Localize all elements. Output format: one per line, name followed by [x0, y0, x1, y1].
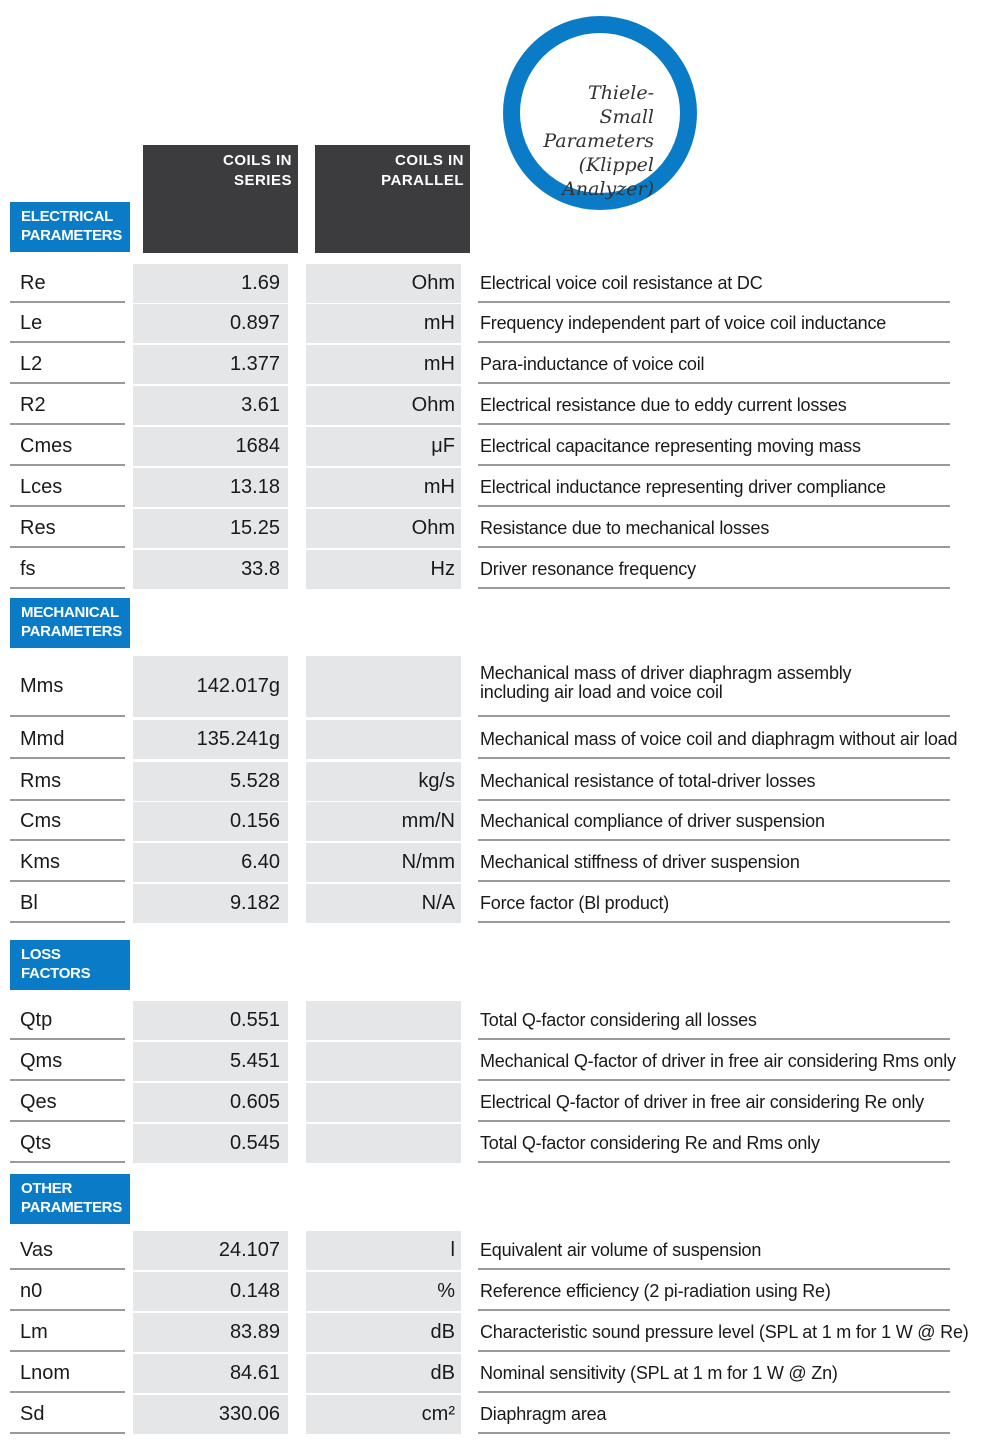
series-value: 0.148	[133, 1272, 288, 1311]
parameter-symbol: Lces	[10, 468, 125, 507]
parameter-symbol: Mmd	[10, 720, 125, 759]
parameter-description: Para-inductance of voice coil	[478, 345, 950, 384]
parameter-description: Reference efficiency (2 pi-radiation using Re)	[478, 1272, 950, 1311]
unit: dB	[306, 1313, 461, 1352]
parameter-description: Electrical Q-factor of driver in free air considering Re only	[478, 1083, 950, 1122]
table-row	[10, 1272, 960, 1311]
parameter-symbol: R2	[10, 386, 125, 425]
table-row	[10, 1124, 960, 1163]
series-value: 135.241g	[133, 720, 288, 759]
unit	[306, 1001, 461, 1040]
parameter-description: Characteristic sound pressure level (SPL at 1 m for 1 W @ Re)	[478, 1313, 950, 1352]
series-value: 1684	[133, 427, 288, 466]
unit: Ohm	[306, 386, 461, 425]
section-title: ELECTRICAL PARAMETERS	[10, 202, 130, 252]
thiele-small-badge	[503, 16, 697, 210]
section-title: LOSS FACTORS	[10, 940, 130, 990]
table-row	[10, 656, 960, 717]
parameter-description: Electrical voice coil resistance at DC	[478, 264, 950, 303]
badge-text: Thiele- Small Parameters (Klippel Analyzer)	[543, 82, 654, 200]
parameter-symbol: Mms	[10, 656, 125, 717]
unit: mH	[306, 304, 461, 343]
parameter-description: Resistance due to mechanical losses	[478, 509, 950, 548]
parameter-symbol: Sd	[10, 1395, 125, 1434]
section-title: MECHANICAL PARAMETERS	[10, 598, 130, 648]
parameter-symbol: Le	[10, 304, 125, 343]
table-row	[10, 264, 960, 303]
parameter-description: Frequency independent part of voice coil inductance	[478, 304, 950, 343]
parameter-symbol: Lm	[10, 1313, 125, 1352]
series-value: 1.69	[133, 264, 288, 303]
table-row	[10, 1231, 960, 1270]
table-row	[10, 720, 960, 759]
parameter-symbol: Qms	[10, 1042, 125, 1081]
column-header-parallel: COILS IN PARALLEL	[315, 145, 470, 253]
series-value: 83.89	[133, 1313, 288, 1352]
table-row	[10, 304, 960, 343]
parameter-symbol: Qts	[10, 1124, 125, 1163]
parameter-description: Mechanical Q-factor of driver in free air considering Rms only	[478, 1042, 950, 1081]
unit	[306, 1124, 461, 1163]
unit: μF	[306, 427, 461, 466]
parameter-description: Mechanical mass of driver diaphragm assembly including air load and voice coil	[478, 656, 950, 717]
series-value: 15.25	[133, 509, 288, 548]
unit	[306, 1042, 461, 1081]
series-value: 0.551	[133, 1001, 288, 1040]
table-row	[10, 1083, 960, 1122]
unit: mH	[306, 345, 461, 384]
parameter-description: Total Q-factor considering all losses	[478, 1001, 950, 1040]
series-value: 84.61	[133, 1354, 288, 1393]
parameter-symbol: Res	[10, 509, 125, 548]
parameter-symbol: Vas	[10, 1231, 125, 1270]
parameter-description: Mechanical resistance of total-driver losses	[478, 762, 950, 801]
series-value: 3.61	[133, 386, 288, 425]
parameter-symbol: Rms	[10, 762, 125, 801]
table-row	[10, 1001, 960, 1040]
parameter-description: Driver resonance frequency	[478, 550, 950, 589]
table-row	[10, 884, 960, 923]
table-row	[10, 1042, 960, 1081]
series-value: 6.40	[133, 843, 288, 882]
table-row	[10, 345, 960, 384]
unit: Hz	[306, 550, 461, 589]
parameter-symbol: Qes	[10, 1083, 125, 1122]
unit	[306, 720, 461, 759]
section-title: OTHER PARAMETERS	[10, 1174, 130, 1224]
series-value: 330.06	[133, 1395, 288, 1434]
table-row	[10, 1354, 960, 1393]
parameter-symbol: L2	[10, 345, 125, 384]
unit: dB	[306, 1354, 461, 1393]
column-header-series: COILS IN SERIES	[143, 145, 298, 253]
unit: N/A	[306, 884, 461, 923]
parameter-description: Nominal sensitivity (SPL at 1 m for 1 W @ Zn)	[478, 1354, 950, 1393]
table-row	[10, 386, 960, 425]
series-value: 5.528	[133, 762, 288, 801]
series-value: 1.377	[133, 345, 288, 384]
unit: l	[306, 1231, 461, 1270]
unit: %	[306, 1272, 461, 1311]
table-row	[10, 843, 960, 882]
parameter-symbol: Bl	[10, 884, 125, 923]
unit: Ohm	[306, 509, 461, 548]
parameter-symbol: Qtp	[10, 1001, 125, 1040]
parameter-description: Total Q-factor considering Re and Rms only	[478, 1124, 950, 1163]
parameter-symbol: Re	[10, 264, 125, 303]
parameter-description: Electrical capacitance representing moving mass	[478, 427, 950, 466]
table-row	[10, 550, 960, 589]
table-row	[10, 762, 960, 801]
unit: N/mm	[306, 843, 461, 882]
table-row	[10, 427, 960, 466]
parameter-symbol: Lnom	[10, 1354, 125, 1393]
table-row	[10, 802, 960, 841]
series-value: 33.8	[133, 550, 288, 589]
table-row	[10, 1395, 960, 1434]
series-value: 0.897	[133, 304, 288, 343]
series-value: 0.156	[133, 802, 288, 841]
parameter-symbol: Cms	[10, 802, 125, 841]
series-value: 9.182	[133, 884, 288, 923]
parameter-symbol: Cmes	[10, 427, 125, 466]
table-row	[10, 1313, 969, 1352]
unit: cm²	[306, 1395, 461, 1434]
parameter-description: Force factor (Bl product)	[478, 884, 950, 923]
table-row	[10, 468, 960, 507]
table-row	[10, 509, 960, 548]
parameter-description: Diaphragm area	[478, 1395, 950, 1434]
unit: mm/N	[306, 802, 461, 841]
parameter-description: Mechanical stiffness of driver suspension	[478, 843, 950, 882]
parameter-symbol: Kms	[10, 843, 125, 882]
unit: mH	[306, 468, 461, 507]
series-value: 142.017g	[133, 656, 288, 717]
series-value: 0.545	[133, 1124, 288, 1163]
parameter-description: Electrical inductance representing driver compliance	[478, 468, 950, 507]
series-value: 24.107	[133, 1231, 288, 1270]
parameter-description: Equivalent air volume of suspension	[478, 1231, 950, 1270]
unit	[306, 656, 461, 717]
unit: kg/s	[306, 762, 461, 801]
parameter-description: Electrical resistance due to eddy current losses	[478, 386, 950, 425]
parameter-description: Mechanical compliance of driver suspension	[478, 802, 950, 841]
series-value: 5.451	[133, 1042, 288, 1081]
parameter-symbol: fs	[10, 550, 125, 589]
parameter-description: Mechanical mass of voice coil and diaphragm without air load	[478, 720, 950, 759]
series-value: 0.605	[133, 1083, 288, 1122]
parameter-symbol: n0	[10, 1272, 125, 1311]
unit: Ohm	[306, 264, 461, 303]
unit	[306, 1083, 461, 1122]
series-value: 13.18	[133, 468, 288, 507]
